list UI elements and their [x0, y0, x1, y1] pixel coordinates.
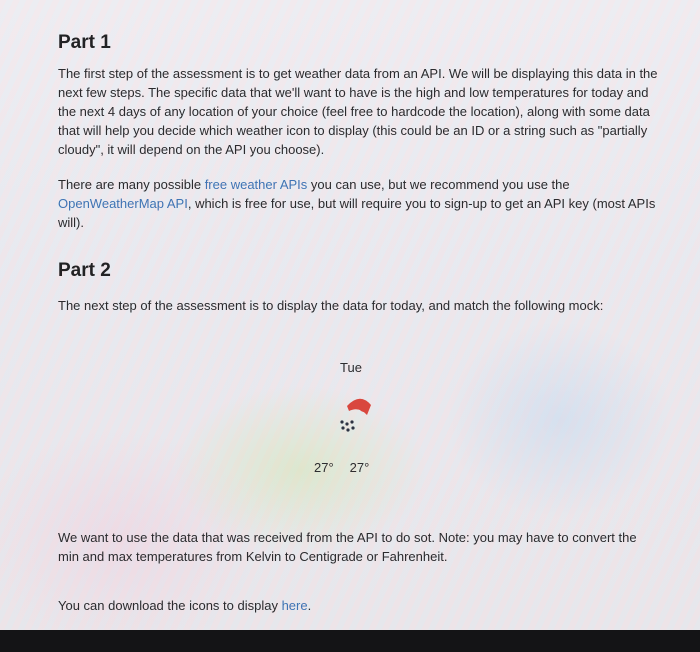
openweathermap-api-link[interactable]: OpenWeatherMap API: [58, 196, 188, 211]
download-icons-link[interactable]: here: [281, 598, 308, 613]
screen-bezel: [0, 630, 700, 652]
api-text-before: There are many possible: [58, 177, 205, 192]
free-weather-apis-link[interactable]: free weather APIs: [204, 177, 308, 192]
mock-high-temp: 27°: [314, 460, 334, 475]
weather-mock-card: [300, 355, 410, 485]
part1-heading: Part 1: [58, 32, 111, 53]
part1-paragraph: The first step of the assessment is to get weather data from an API. We will be displaying this data in the next few steps. The specific data that we'll want to have is the high and low temperatures for today and the next 4 days of any location of your choice (feel free to hardcode the location), along with some data that will help you decide which weather icon to display (this could be an ID or a string such as "partially cloudy", it will depend on the API you choose).: [58, 66, 658, 157]
api-text-after: , which is free for use, but will require you to sign-up to get an API key (most APIs will).: [58, 196, 656, 230]
part2-intro: The next step of the assessment is to display the data for today, and match the following mock:: [58, 298, 604, 313]
download-text-before: You can download the icons to display: [58, 598, 282, 613]
mock-temperatures: [314, 460, 369, 475]
api-text-middle: you can use, but we recommend you use the: [307, 177, 570, 192]
download-icons-text: [58, 596, 658, 615]
download-text-after: .: [307, 598, 312, 613]
part1-api-paragraph: [58, 175, 658, 232]
part2-note: We want to use the data that was received from the API to do sot. Note: you may have to convert the min and max temperatures from Kelvin to Centigrade or Fahrenheit.: [58, 530, 637, 564]
mock-day-label: Tue: [340, 360, 362, 375]
part2-heading: Part 2: [58, 260, 111, 281]
mock-low-temp: 27°: [349, 460, 370, 475]
rain-cloud-icon: [334, 393, 374, 443]
